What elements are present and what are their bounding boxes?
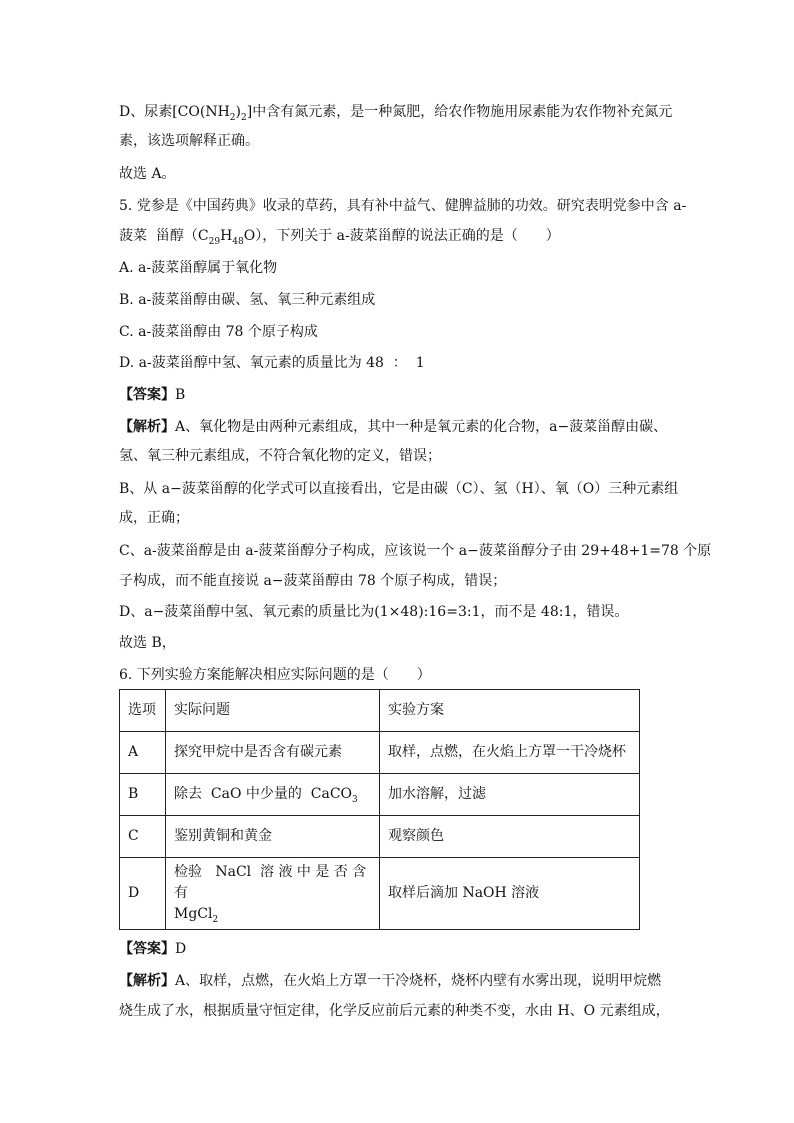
- table-header: 实验方案: [380, 690, 640, 732]
- option-d: D. a-菠菜甾醇中氢、氧元素的质量比为 48 ： 1: [119, 355, 425, 371]
- analysis-text: 【解析】A、取样，点燃，在火焰上方罩一干冷烧杯，烧杯内壁有水雾出现，说明甲烷燃: [119, 973, 662, 989]
- text-line: 故选 B，: [119, 635, 176, 651]
- table-row: [120, 774, 640, 816]
- option-a: A. a-菠菜甾醇属于氧化物: [119, 260, 278, 276]
- table-cell: 取样后滴加 NaOH 溶液: [380, 858, 640, 930]
- option-c: C. a-菠菜甾醇由 78 个原子构成: [119, 324, 318, 340]
- analysis-text: 【解析】A、氧化物是由两种元素组成，其中一种是氧元素的化合物，a−菠菜甾醇由碳、: [119, 419, 668, 435]
- table-cell: D: [120, 858, 166, 930]
- table-row: [120, 858, 640, 930]
- table-row: [120, 816, 640, 858]
- analysis-text: 烧生成了水，根据质量守恒定律，化学反应前后元素的种类不变，水由 H、O 元素组成，: [119, 1003, 670, 1019]
- table-cell: 观察颜色: [380, 816, 640, 858]
- table-cell: 探究甲烷中是否含有碳元素: [166, 732, 380, 774]
- analysis-text: B、从 a−菠菜甾醇的化学式可以直接看出，它是由碳（C）、氢（H）、氧（O）三种元素组: [119, 481, 679, 497]
- question-6-stem: 6. 下列实验方案能解决相应实际问题的是（ ）: [119, 667, 431, 683]
- analysis-text: C、a-菠菜甾醇是由 a-菠菜甾醇分子构成，应该说一个 a−菠菜甾醇分子由 29+48+1=78 个原: [119, 543, 712, 559]
- table-cell: B: [120, 774, 166, 816]
- answer-label: 【答案】B: [119, 387, 186, 403]
- table-cell: 除去 CaO 中少量的 CaCO$_3$: [166, 774, 380, 816]
- table-cell: 检验 NaCl 溶 液 中 是 否 含 有 MgCl$_2$: [166, 858, 380, 930]
- table-header: 选项: [120, 690, 166, 732]
- answer-label: 【答案】D: [119, 941, 187, 957]
- analysis-text: 子构成，而不能直接说 a−菠菜甾醇由 78 个原子构成，错误；: [119, 573, 507, 589]
- table-cell: 取样，点燃，在火焰上方罩一干冷烧杯: [380, 732, 640, 774]
- experiment-table: [119, 689, 640, 930]
- text-line: D、尿素$[CO(NH_2)_2]$中含有氮元素，是一种氮肥，给农作物施用尿素能为农作物补充氮元: [119, 104, 673, 123]
- analysis-text: 氢、氧三种元素组成，不符合氧化物的定义，错误；: [119, 448, 441, 464]
- analysis-text: 成，正确；: [119, 510, 189, 526]
- text-line: 故选 A。: [119, 166, 176, 182]
- question-5-stem: 菠菜 甾醇$(C_{29}H_{48}O)$，下列关于 a-菠菜甾醇的说法正确的是（ ）: [119, 228, 560, 247]
- table-header-row: [120, 690, 640, 732]
- table-cell: 加水溶解，过滤: [380, 774, 640, 816]
- option-b: B. a-菠菜甾醇由碳、氢、氧三种元素组成: [119, 292, 376, 308]
- table-cell: 鉴别黄铜和黄金: [166, 816, 380, 858]
- table-row: [120, 732, 640, 774]
- question-5-stem: 5. 党参是《中国药典》收录的草药，具有补中益气、健脾益肺的功效。研究表明党参中含 a-: [119, 198, 687, 214]
- table-cell: A: [120, 732, 166, 774]
- analysis-text: D、a−菠菜甾醇中氢、氧元素的质量比为(1×48):16=3:1，而不是 48:1，错误。: [119, 604, 629, 620]
- table-cell: C: [120, 816, 166, 858]
- table-header: 实际问题: [166, 690, 380, 732]
- text-line: 素，该选项解释正确。: [119, 133, 259, 149]
